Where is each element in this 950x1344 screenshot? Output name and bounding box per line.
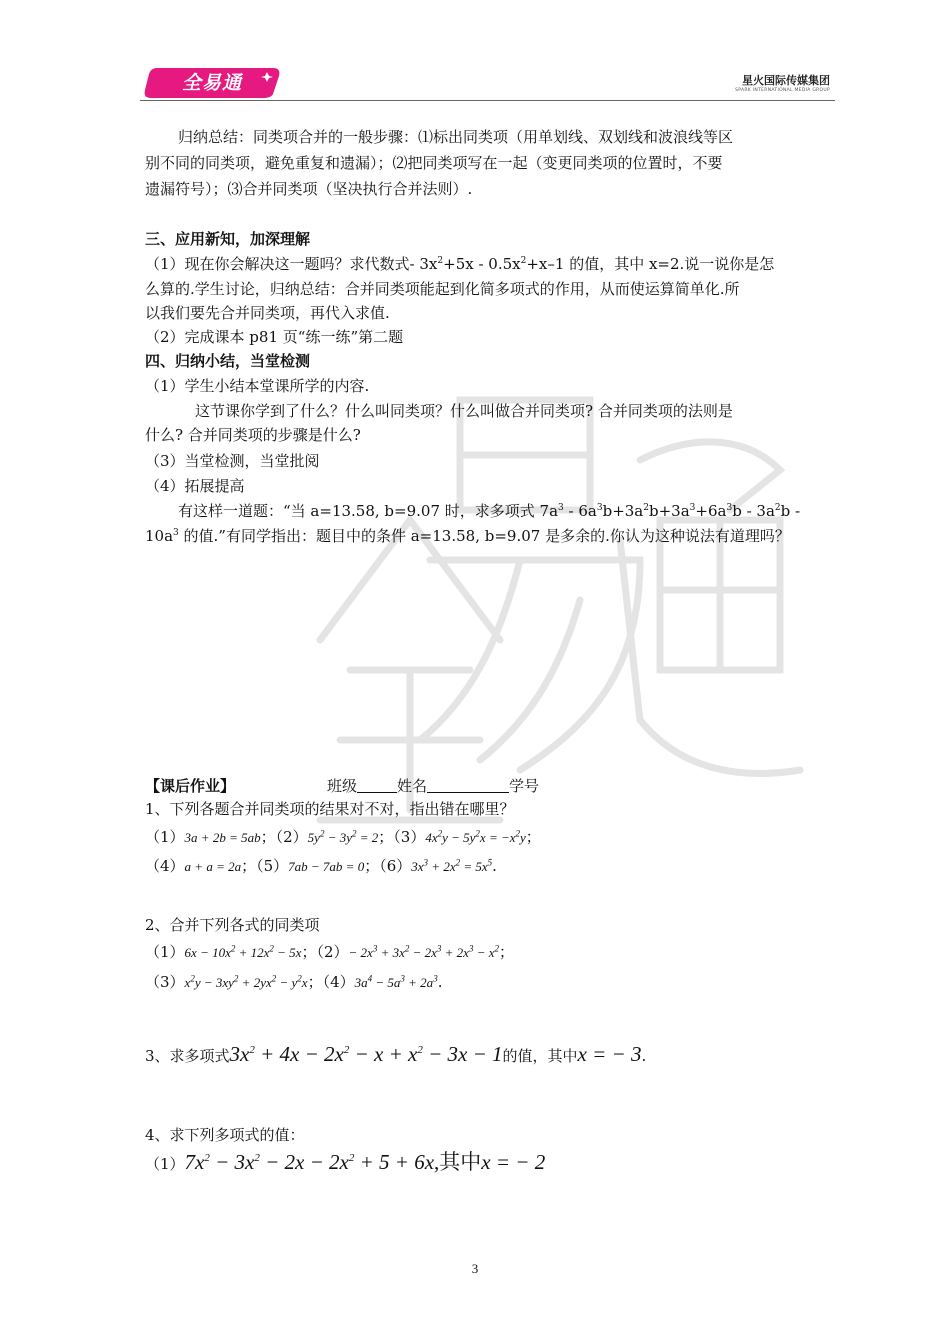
brand-logo-text: 全易通: [181, 72, 242, 94]
homework-q4: 4、求下列多项式的值：: [145, 1126, 305, 1144]
homework-q1-row-2: （4）a + a = 2a；（5）7ab − 7ab = 0；$(6)3x^3 + 2x^2 = 5x^5$.: [145, 857, 497, 875]
section-3-para-1-line-3: 以我们要先合并同类项，再代入求值.: [145, 304, 390, 322]
section-4-item-1: （1）学生小结本堂课所学的内容.: [145, 377, 370, 395]
homework-header: 【课后作业】 班级 姓名 学号: [145, 777, 540, 795]
homework-q1: 1、下列各题合并同类项的结果对不对，指出错在哪里？: [145, 800, 515, 818]
section-3-para-1-line-2: 么算的.学生讨论，归纳总结：合并同类项能起到化简多项式的作用，从而使运算简单化.所: [145, 280, 740, 298]
section-4-heading: 四、归纳小结，当堂检测: [145, 352, 311, 370]
section-3-heading: 三、应用新知，加深理解: [145, 230, 311, 248]
homework-q2: 2、合并下列各式的同类项: [145, 916, 320, 934]
summary-line-3: 遗漏符号）；⑶合并同类项（坚决执行合并法则）.: [145, 180, 473, 198]
extension-problem-line-1: 有这样一道题：“当 a=13.58, b=9.07 时，求多项式 $7a^3 - 6a^3b+3a^2b+3a^3+6a^3b - 3a^2b$ -: [178, 502, 801, 520]
homework-q2-row-2: $(3)x^2y - 3xy^2 + 2yx^2 - y^2x$；$(4)3a^4 - 5a^3 + 2a^3$.: [145, 973, 443, 991]
homework-q3: 3、求多项式$3x^2 + 4x - 2x^2 - x + x^2 - 3x - 1$的值，其中x = − 3.: [145, 1042, 647, 1066]
header-rule: [140, 100, 835, 101]
homework-q2-row-1: $(1)6x - 10x^2 + 12x^2 - 5x$；$(2)- 2x^3 + 3x^2 - 2x^3 + 2x^3 - x^2$；: [145, 943, 515, 961]
homework-q1-row-1: （1）3a + 2b = 5ab；$(2)5y^2 - 3y^2 = 2$；$(3)4x^2y - 5y^2x = -x^2y$；: [145, 828, 541, 846]
extension-problem-line-2: $10a^3$ 的值.”有同学指出：题目中的条件 a=13.58, b=9.07 是多余的.你认为这种说法有道理吗？: [145, 527, 790, 545]
section-3-para-2: （2）完成课本 p81 页“练一练”第二题: [145, 328, 404, 346]
section-4-questions-line-2: 什么? 合并同类项的步骤是什么?: [145, 426, 361, 444]
publisher-name: 星火国际传媒集团: [742, 74, 830, 87]
section-4-questions-line-1: 这节课你学到了什么？什么叫同类项？什么叫做合并同类项? 合并同类项的法则是: [195, 402, 733, 420]
section-3-para-1: （1）现在你会解决这一题吗？求代数式- $3x^2+5x - 0.5x^2+x-1$ 的值，其中 x=2.说一说你是怎: [145, 255, 775, 273]
summary-line-1: 归纳总结：同类项合并的一般步骤：⑴标出同类项（用单划线、双划线和波浪线等区: [178, 128, 734, 146]
homework-q4-item-1: $(1)7x^2 - 3x^2 - 2x - 2x^2 + 5 + 6x$,其中x = − 2: [145, 1150, 546, 1174]
section-4-item-3: （3）当堂检测，当堂批阅: [145, 452, 320, 470]
summary-line-2: 别不同的同类项，避免重复和遗漏）；⑵把同类项写在一起（变更同类项的位置时，不要: [145, 154, 723, 172]
page-number: 3: [471, 1261, 479, 1276]
publisher-subtitle: SPARK INTERNATIONAL MEDIA GROUP: [735, 88, 830, 93]
section-4-item-4: （4）拓展提高: [145, 477, 245, 495]
